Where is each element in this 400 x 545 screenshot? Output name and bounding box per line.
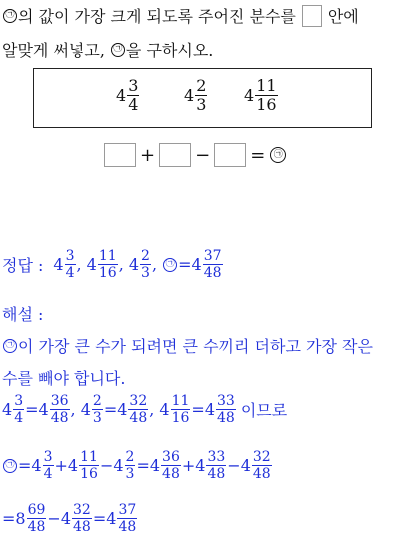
numerator: 3 xyxy=(128,76,139,95)
given-fractions-box xyxy=(33,68,372,128)
blank-box-2 xyxy=(159,143,191,167)
whole: 4 xyxy=(244,86,255,105)
plus-sign: + xyxy=(140,144,156,166)
mixed-number: 4 $\frac{11}{16}$ xyxy=(67,449,98,482)
fraction xyxy=(140,248,151,281)
circled-symbol: ㉠ xyxy=(163,258,177,272)
denominator: 16 xyxy=(98,265,117,281)
circled-symbol: ㉠ xyxy=(270,147,286,163)
fraction xyxy=(203,248,223,281)
explanation-line-1 xyxy=(2,334,373,357)
question-text-2b: 을 구하시오. xyxy=(125,41,214,60)
mixed-number: 4 $\frac{32}{48}$ xyxy=(117,393,148,426)
answer-item-3 xyxy=(129,248,152,281)
denominator: 4 xyxy=(65,265,75,281)
denominator: 48 xyxy=(203,265,222,281)
conversions-line: 4 $\frac{3}{4}$ = 4 $\frac{36}{48}$ , 4 $\frac{2}{3}$ = 4 $\frac{32}{48}$ , 4 $\frac{11}{16}$ = 4 $\frac{33}{48}$ 이므로 xyxy=(2,393,288,426)
mixed-number: 4 $\frac{33}{48}$ xyxy=(204,393,235,426)
given-fraction-2 xyxy=(184,77,208,114)
question-text-1b: 안에 xyxy=(327,7,359,26)
mixed-number: 4 $\frac{32}{48}$ xyxy=(60,502,91,535)
explanation-text-1: 이 가장 큰 수가 되려면 큰 수끼리 더하고 가장 작은 xyxy=(18,337,373,356)
mixed-number: 4 $\frac{36}{48}$ xyxy=(149,449,180,482)
blank-square xyxy=(302,5,322,27)
question-line-1 xyxy=(2,4,359,27)
explanation-line-2: 수를 빼야 합니다. xyxy=(2,369,126,388)
expression-row xyxy=(104,143,287,167)
whole: 4 xyxy=(184,86,195,105)
blank-box-3 xyxy=(214,143,246,167)
denominator: 3 xyxy=(196,95,207,114)
denominator: 16 xyxy=(256,95,277,114)
denominator: 3 xyxy=(141,265,150,281)
numerator: 11 xyxy=(256,76,277,95)
circled-symbol: ㉠ xyxy=(3,339,17,353)
circled-symbol: ㉠ xyxy=(111,43,125,57)
fraction xyxy=(65,248,76,281)
equals-sign: = xyxy=(250,144,266,166)
mixed-number: 4 $\frac{3}{4}$ xyxy=(31,449,53,482)
mixed-number: 4 $\frac{2}{3}$ xyxy=(113,449,135,482)
answer-item-1 xyxy=(53,248,76,281)
mixed-number: 4 $\frac{37}{48}$ xyxy=(106,502,137,535)
denominator: 4 xyxy=(128,95,139,114)
explanation-label: 해설 : xyxy=(2,305,44,324)
blank-box-1 xyxy=(104,143,136,167)
fraction xyxy=(255,77,277,114)
calculation-line-2: = 8 $\frac{69}{48}$ − 4 $\frac{32}{48}$ = 4 $\frac{37}{48}$ xyxy=(2,502,137,535)
whole: 4 xyxy=(191,255,202,274)
whole: 4 xyxy=(86,255,97,274)
answer-label: 정답 : xyxy=(2,256,44,275)
fraction xyxy=(127,77,139,114)
question-line-2 xyxy=(2,38,213,61)
question-text-1a: 의 값이 가장 크게 되도록 주어진 분수를 xyxy=(18,7,296,26)
calculation-line-1: ㉠ = 4 $\frac{3}{4}$ + 4 $\frac{11}{16}$ − 4 $\frac{2}{3}$ = 4 $\frac{36}{48}$ + 4 $\frac{33}{48}$ − 4 $\frac{32}{48}$ xyxy=(2,449,273,482)
mixed-number: 4 $\frac{11}{16}$ xyxy=(159,393,190,426)
mixed-number: 4 $\frac{32}{48}$ xyxy=(240,449,271,482)
numerator: 2 xyxy=(141,248,150,264)
given-fraction-1 xyxy=(116,77,140,114)
answer-blank-box xyxy=(302,5,322,27)
mixed-number: 4 $\frac{3}{4}$ xyxy=(2,393,24,426)
answer-item-2 xyxy=(87,248,119,281)
numerator: 3 xyxy=(65,248,75,264)
mixed-number: 4 $\frac{2}{3}$ xyxy=(80,393,102,426)
fraction xyxy=(195,77,207,114)
numerator: 37 xyxy=(203,248,222,264)
circled-symbol: ㉠ xyxy=(3,459,17,473)
fraction xyxy=(98,248,118,281)
mixed-number: 4 $\frac{36}{48}$ xyxy=(38,393,69,426)
mixed-number: 4 $\frac{33}{48}$ xyxy=(195,449,226,482)
whole: 4 xyxy=(116,86,127,105)
numerator: 11 xyxy=(98,248,117,264)
circled-symbol: ㉠ xyxy=(3,9,17,23)
answer-result xyxy=(192,248,224,281)
mixed-number: 8 $\frac{69}{48}$ xyxy=(15,502,46,535)
minus-sign: − xyxy=(195,144,211,166)
suffix-text: 이므로 xyxy=(240,401,288,420)
answer-line: 정답 : 4 $\frac{3}{4}$ , 4 $\frac{11}{16}$ , 4 $\frac{2}{3}$ , ㉠ = 4 $\frac{37}{48}$ xyxy=(2,248,222,281)
question-text-2a: 알맞게 써넣고, xyxy=(2,41,105,60)
whole: 4 xyxy=(53,255,64,274)
numerator: 2 xyxy=(196,76,207,95)
given-fraction-3 xyxy=(244,77,279,114)
whole: 4 xyxy=(128,255,140,274)
